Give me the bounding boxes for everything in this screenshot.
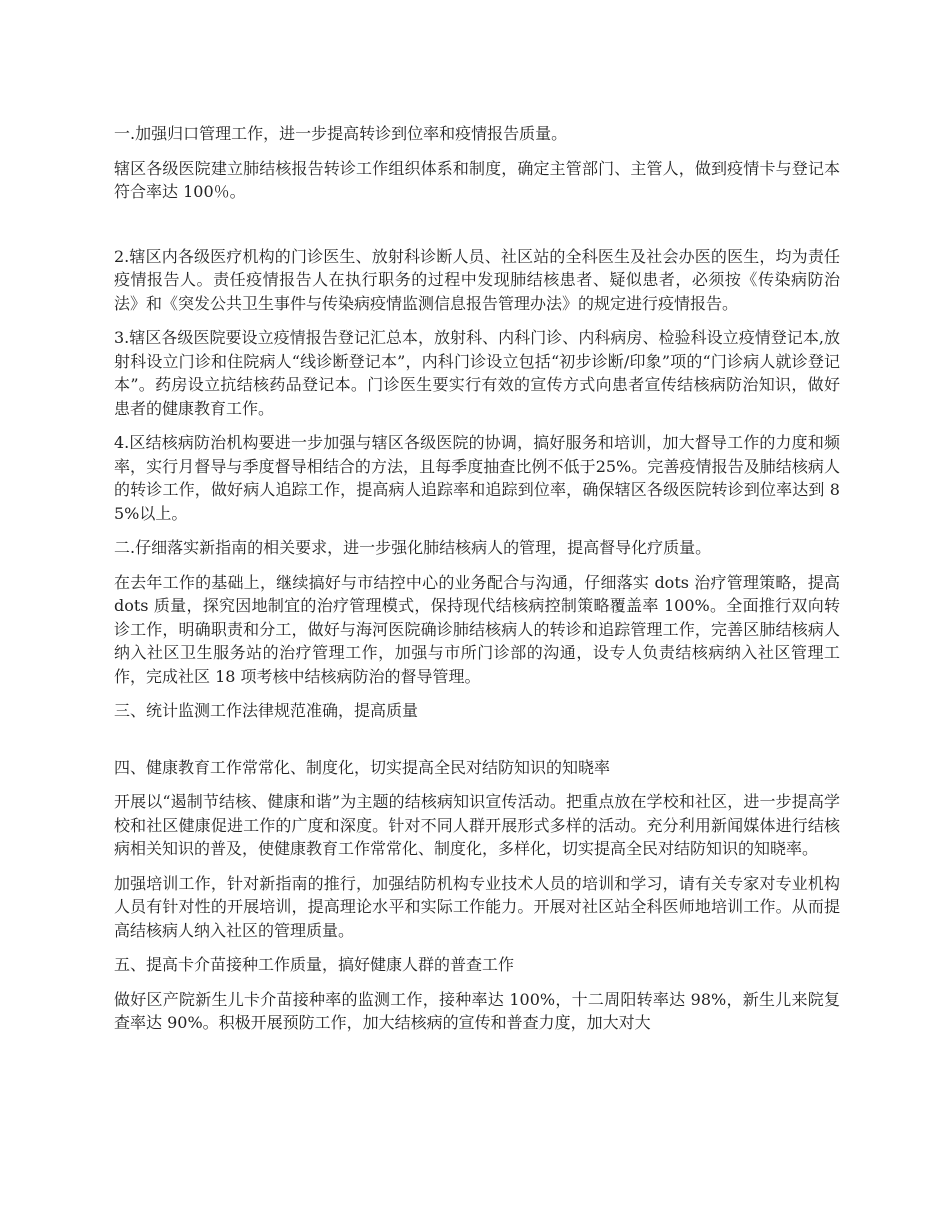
document-page	[114, 122, 840, 1046]
paragraph: 开展以“遏制节结核、健康和谐”为主题的结核病知识宣传活动。把重点放在学校和社区，进一步提高学校和社区健康促进工作的广度和深度。针对不同人群开展形式多样的活动。充分利用新闻媒体进行结核病相关知识的普及，使健康教育工作常常化、制度化，多样化，切实提高全民对结防知识的知晓率。	[114, 792, 840, 858]
paragraph: 做好区产院新生儿卡介苗接种率的监测工作，接种率达 100%，十二周阳转率达 98%，新生儿来院复查率达 90%。积极开展预防工作，加大结核病的宣传和普查力度，加大对大	[114, 989, 840, 1032]
paragraph: 在去年工作的基础上，继续搞好与市结控中心的业务配合与沟通，仔细落实 dots 治疗管理策略，提高 dots 质量，探究因地制宜的治疗管理模式，保持现代结核病控制策略覆盖率 100%。全面推行双向转诊工作，明确职责和分工，做好与海河医院确诊肺结核病人的转诊和追踪管理工作，完善区肺结核病人纳入社区卫生服务站的治疗管理工作，加强与市所门诊部的沟通，设专人负责结核病纳入社区管理工作，完成社区 18 项考核中结核病防治的督导管理。	[114, 572, 840, 686]
section-heading-1: 一.加强归口管理工作，进一步提高转诊到位率和疫情报告质量。	[114, 124, 568, 143]
spacer	[114, 215, 840, 245]
section-heading-2: 二.仔细落实新指南的相关要求，进一步强化肺结核病人的管理，提高督导化疗质量。	[114, 538, 712, 557]
paragraph: 辖区各级医院建立肺结核报告转诊工作组织体系和制度，确定主管部门、主管人，做到疫情卡与登记本符合率达 100％。	[114, 158, 840, 201]
paragraph: 加强培训工作，针对新指南的推行，加强结防机构专业技术人员的培训和学习，请有关专家对专业机构人员有针对性的开展培训，提高理论水平和实际工作能力。开展对社区站全科医师地培训工作。从而提高结核病人纳入社区的管理质量。	[114, 873, 840, 940]
spacer	[114, 734, 840, 756]
paragraph: 3.辖区各级医院要设立疫情报告登记汇总本，放射科、内科门诊、内科病房、检验科设立疫情登记本,放射科设立门诊和住院病人“线诊断登记本”，内科门诊设立包括“初步诊断/印象”项的“门诊病人就诊登记本”。药房设立抗结核药品登记本。门诊医生要实行有效的宣传方式向患者宣传结核病防治知识，做好患者的健康教育工作。	[114, 328, 840, 418]
paragraph: 2.辖区内各级医疗机构的门诊医生、放射科诊断人员、社区站的全科医生及社会办医的医生，均为责任疫情报告人。责任疫情报告人在执行职务的过程中发现肺结核患者、疑似患者，必须按《传染病防治法》和《突发公共卫生事件与传染病疫情监测信息报告管理办法》的规定进行疫情报告。	[114, 246, 840, 313]
section-heading-5: 五、提高卡介苗接种工作质量，搞好健康人群的普查工作	[114, 955, 515, 974]
section-heading-4: 四、健康教育工作常常化、制度化，切实提高全民对结防知识的知晓率	[114, 757, 611, 777]
paragraph: 4.区结核病防治机构要进一步加强与辖区各级医院的协调，搞好服务和培训，加大督导工作的力度和频率，实行月督导与季度督导相结合的方法，且每季度抽查比例不低于25%。完善疫情报告及肺结核病人的转诊工作，做好病人追踪工作，提高病人追踪率和追踪到位率，确保辖区各级医院转诊到位率达到 85%以上。	[114, 433, 840, 523]
section-heading-3: 三、统计监测工作法律规范准确，提高质量	[114, 701, 419, 720]
